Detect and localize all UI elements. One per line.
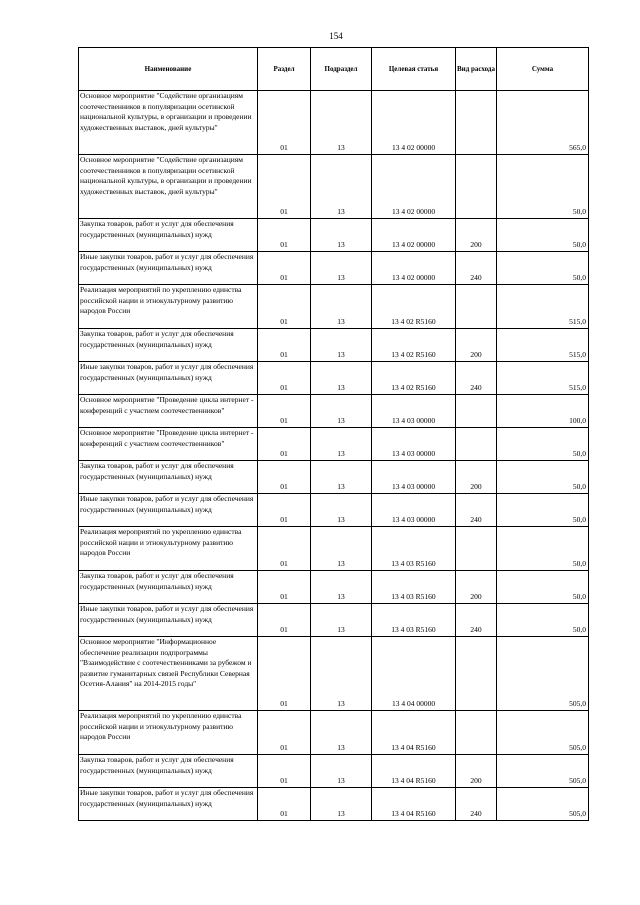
row-section: 01 xyxy=(258,571,311,604)
row-target: 13 4 04 R5160 xyxy=(372,788,456,821)
row-section: 01 xyxy=(258,604,311,637)
row-sum: 100,0 xyxy=(497,395,589,428)
table-row xyxy=(79,788,589,821)
row-kind: 200 xyxy=(456,755,497,788)
row-sum: 515,0 xyxy=(497,362,589,395)
row-kind xyxy=(456,428,497,461)
row-sum: 505,0 xyxy=(497,637,589,711)
row-target: 13 4 03 R5160 xyxy=(372,604,456,637)
header-section: Раздел xyxy=(258,48,311,91)
table-row xyxy=(79,362,589,395)
row-section: 01 xyxy=(258,285,311,329)
row-subsection: 13 xyxy=(311,395,372,428)
row-subsection: 13 xyxy=(311,711,372,755)
row-sum: 50,0 xyxy=(497,494,589,527)
row-subsection: 13 xyxy=(311,219,372,252)
row-kind: 200 xyxy=(456,461,497,494)
table-row xyxy=(79,637,589,711)
row-target: 13 4 03 00000 xyxy=(372,461,456,494)
row-kind xyxy=(456,91,497,155)
row-sum: 50,0 xyxy=(497,428,589,461)
table-row xyxy=(79,494,589,527)
row-target: 13 4 02 R5160 xyxy=(372,285,456,329)
row-target: 13 4 02 00000 xyxy=(372,91,456,155)
row-kind: 240 xyxy=(456,252,497,285)
row-sum: 565,0 xyxy=(497,91,589,155)
header-target: Целевая статья xyxy=(372,48,456,91)
table-row xyxy=(79,252,589,285)
row-section: 01 xyxy=(258,219,311,252)
row-name: Основное мероприятие "Проведение цикла интернет - конференций с участием соотечественников" xyxy=(79,395,258,428)
row-name: Иные закупки товаров, работ и услуг для обеспечения государственных (муниципальных) нужд xyxy=(79,604,258,637)
row-subsection: 13 xyxy=(311,285,372,329)
row-section: 01 xyxy=(258,252,311,285)
table-row xyxy=(79,461,589,494)
table-row xyxy=(79,91,589,155)
row-subsection: 13 xyxy=(311,604,372,637)
row-kind: 240 xyxy=(456,604,497,637)
table-row xyxy=(79,219,589,252)
row-kind xyxy=(456,155,497,219)
row-name: Основное мероприятие "Информационное обеспечение реализации подпрограммы "Взаимодействие с соотечественниками за рубежом и развитие гуманитарных связей Республики Северная Осетия-Алания" на 2014-2015 годы" xyxy=(79,637,258,711)
row-sum: 505,0 xyxy=(497,788,589,821)
row-subsection: 13 xyxy=(311,252,372,285)
row-subsection: 13 xyxy=(311,428,372,461)
row-target: 13 4 03 00000 xyxy=(372,494,456,527)
row-subsection: 13 xyxy=(311,155,372,219)
row-kind: 200 xyxy=(456,571,497,604)
row-section: 01 xyxy=(258,461,311,494)
row-sum: 50,0 xyxy=(497,219,589,252)
table-row xyxy=(79,755,589,788)
row-sum: 50,0 xyxy=(497,252,589,285)
row-sum: 515,0 xyxy=(497,329,589,362)
table-row xyxy=(79,395,589,428)
row-sum: 50,0 xyxy=(497,527,589,571)
row-kind xyxy=(456,711,497,755)
header-kind: Вид расхода xyxy=(456,48,497,91)
row-name: Иные закупки товаров, работ и услуг для обеспечения государственных (муниципальных) нужд xyxy=(79,788,258,821)
row-name: Иные закупки товаров, работ и услуг для обеспечения государственных (муниципальных) нужд xyxy=(79,494,258,527)
row-section: 01 xyxy=(258,329,311,362)
row-kind: 240 xyxy=(456,362,497,395)
row-section: 01 xyxy=(258,428,311,461)
row-target: 13 4 04 R5160 xyxy=(372,711,456,755)
row-section: 01 xyxy=(258,711,311,755)
row-subsection: 13 xyxy=(311,571,372,604)
row-kind xyxy=(456,285,497,329)
row-section: 01 xyxy=(258,395,311,428)
page-number: 154 xyxy=(329,31,343,41)
row-sum: 515,0 xyxy=(497,285,589,329)
row-name: Закупка товаров, работ и услуг для обеспечения государственных (муниципальных) нужд xyxy=(79,755,258,788)
table-row xyxy=(79,527,589,571)
row-section: 01 xyxy=(258,788,311,821)
row-name: Иные закупки товаров, работ и услуг для обеспечения государственных (муниципальных) нужд xyxy=(79,252,258,285)
header-subsection: Подраздел xyxy=(311,48,372,91)
table-body xyxy=(79,91,589,821)
row-name: Закупка товаров, работ и услуг для обеспечения государственных (муниципальных) нужд xyxy=(79,219,258,252)
row-sum: 50,0 xyxy=(497,155,589,219)
row-target: 13 4 03 00000 xyxy=(372,428,456,461)
row-name: Закупка товаров, работ и услуг для обеспечения государственных (муниципальных) нужд xyxy=(79,329,258,362)
row-target: 13 4 02 00000 xyxy=(372,155,456,219)
row-sum: 50,0 xyxy=(497,461,589,494)
row-target: 13 4 04 R5160 xyxy=(372,755,456,788)
table-row xyxy=(79,711,589,755)
table-row xyxy=(79,571,589,604)
header-sum: Сумма xyxy=(497,48,589,91)
row-kind: 240 xyxy=(456,788,497,821)
row-section: 01 xyxy=(258,362,311,395)
table-row xyxy=(79,604,589,637)
row-kind: 200 xyxy=(456,219,497,252)
row-kind xyxy=(456,395,497,428)
row-target: 13 4 02 00000 xyxy=(372,252,456,285)
row-sum: 505,0 xyxy=(497,755,589,788)
row-name: Иные закупки товаров, работ и услуг для обеспечения государственных (муниципальных) нужд xyxy=(79,362,258,395)
table-row xyxy=(79,285,589,329)
row-target: 13 4 02 R5160 xyxy=(372,329,456,362)
row-section: 01 xyxy=(258,755,311,788)
row-name: Реализация мероприятий по укреплению единства российской нации и этнокультурному развитию народов России xyxy=(79,527,258,571)
row-target: 13 4 04 00000 xyxy=(372,637,456,711)
row-kind: 200 xyxy=(456,329,497,362)
row-target: 13 4 03 R5160 xyxy=(372,527,456,571)
row-kind xyxy=(456,637,497,711)
table-row xyxy=(79,329,589,362)
row-sum: 50,0 xyxy=(497,571,589,604)
table-row xyxy=(79,428,589,461)
row-section: 01 xyxy=(258,527,311,571)
row-kind xyxy=(456,527,497,571)
row-target: 13 4 02 R5160 xyxy=(372,362,456,395)
row-name: Закупка товаров, работ и услуг для обеспечения государственных (муниципальных) нужд xyxy=(79,571,258,604)
row-name: Основное мероприятие "Содействие организациям соотечественников в популяризации осетинской национальной культуры, в организации и проведении художественных выставок, дней культуры" xyxy=(79,155,258,219)
row-subsection: 13 xyxy=(311,527,372,571)
row-subsection: 13 xyxy=(311,637,372,711)
row-subsection: 13 xyxy=(311,788,372,821)
row-subsection: 13 xyxy=(311,755,372,788)
row-target: 13 4 03 00000 xyxy=(372,395,456,428)
row-name: Закупка товаров, работ и услуг для обеспечения государственных (муниципальных) нужд xyxy=(79,461,258,494)
row-section: 01 xyxy=(258,637,311,711)
row-section: 01 xyxy=(258,494,311,527)
row-subsection: 13 xyxy=(311,91,372,155)
header-name: Наименование xyxy=(79,48,258,91)
row-name: Реализация мероприятий по укреплению единства российской нации и этнокультурному развитию народов России xyxy=(79,285,258,329)
row-kind: 240 xyxy=(456,494,497,527)
row-target: 13 4 02 00000 xyxy=(372,219,456,252)
row-section: 01 xyxy=(258,155,311,219)
row-subsection: 13 xyxy=(311,494,372,527)
budget-table xyxy=(78,47,589,821)
row-name: Основное мероприятие "Содействие организациям соотечественников в популяризации осетинской национальной культуры, в организации и проведении художественных выставок, дней культуры" xyxy=(79,91,258,155)
row-subsection: 13 xyxy=(311,461,372,494)
row-subsection: 13 xyxy=(311,329,372,362)
row-sum: 505,0 xyxy=(497,711,589,755)
row-name: Реализация мероприятий по укреплению единства российской нации и этнокультурному развитию народов России xyxy=(79,711,258,755)
row-name: Основное мероприятие "Проведение цикла интернет - конференций с участием соотечественников" xyxy=(79,428,258,461)
row-target: 13 4 03 R5160 xyxy=(372,571,456,604)
row-subsection: 13 xyxy=(311,362,372,395)
row-sum: 50,0 xyxy=(497,604,589,637)
header-row xyxy=(79,48,589,91)
row-section: 01 xyxy=(258,91,311,155)
table-row xyxy=(79,155,589,219)
